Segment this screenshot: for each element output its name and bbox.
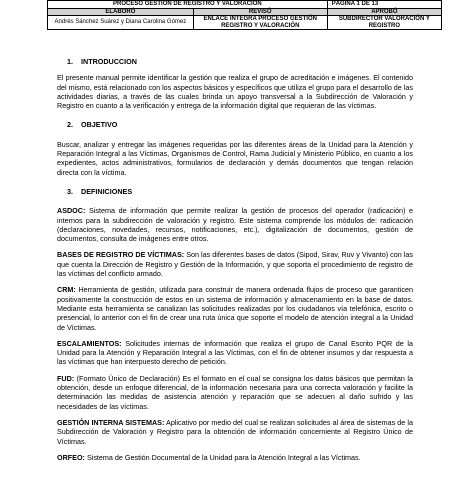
col-reviso — [193, 8, 327, 16]
definition-text: Herramienta de gestión, utilizada para construir de manera ordenada flujos de proceso que garanticen positivamente la construcción de estos en un sistema de información y almacenamiento en la base de datos. Mediante esta herramienta se canalizan las solicitudes realizadas por los ciudadanos vía telefónica, escrito o presencial, lo anterior con el fin de crear una ruta única que soporte el modelo de atención integral a la Unidad de Víctimas. — [57, 285, 413, 332]
aprobo-value: SUBDIRECTOR VALORACIÓN Y REGISTRO — [327, 16, 441, 30]
document-header-table — [47, 0, 442, 30]
elaboro-value: Andrés Sánchez Suárez y Diana Carolina Gómez — [48, 16, 194, 30]
section-heading-introduccion — [57, 57, 413, 66]
page-number: PÁGINA 1 DE 13 — [331, 1, 379, 7]
section-number: 2. — [67, 120, 73, 130]
definition-fud — [57, 374, 413, 411]
process-title: PROCESO GESTIÓN DE REGISTRO Y VALORACIÓN — [113, 1, 262, 7]
definition-asdoc — [57, 206, 413, 243]
col-elaboro — [48, 8, 194, 16]
document-body — [57, 50, 413, 462]
definition-text: Solicitudes internas de información que realiza el grupo de Canal Escrito PQR de la Unidad para la Atención y Reparación Integral a las Víctimas, con el fin de obtener insumos y dar respuesta a las víctimas que han interpuesto derecho de petición. — [57, 338, 413, 367]
definition-term: ESCALAMIENTOS: — [57, 338, 122, 348]
definition-text: Sistema de información que permite realizar la gestión de procesos del operador (radicación) e internos para la subdirección de valoración y registro. Este sistema comprende los módulos de: radicación (declaraciones, novedades, recursos, notificaciones, etc.), digitalización de documentos, gestión de documentos, consulta de imágenes entre otros. — [57, 206, 413, 244]
col-aprobo — [327, 8, 441, 16]
definition-text: (Formato Único de Declaración) Es el formato en el cual se consigna los datos básicos que permitan la obtención, desde un enfoque diferencial, de la información necesaria para una correcta valoración y facilite la determinación las medidas de asistencia atención y reparación que se adecuen al daño sufrido y las necesidades de las víctimas. — [57, 373, 413, 411]
definition-gestion-interna — [57, 418, 413, 446]
section-heading-definiciones — [57, 187, 413, 196]
col-reviso-label: REVISÓ — [248, 8, 272, 15]
definition-escalamientos — [57, 339, 413, 367]
definition-term: CRM: — [57, 285, 76, 295]
reviso-value: ENLACE INTEGRA PROCESO GESTIÓN REGISTRO Y VALORACIÓN — [193, 16, 327, 30]
definition-term: GESTIÓN INTERNA SISTEMAS: — [57, 417, 165, 427]
definition-term: FUD: — [57, 373, 75, 383]
col-aprobo-label: APROBÓ — [371, 8, 398, 15]
section-heading-objetivo — [57, 120, 413, 129]
definition-orfeo — [57, 453, 413, 462]
header-label-row — [48, 8, 442, 16]
section-title: DEFINICIONES — [81, 186, 133, 196]
page-number-cell — [327, 1, 441, 9]
definition-crm — [57, 285, 413, 331]
definition-bases-registro — [57, 250, 413, 278]
definition-term: ORFEO: — [57, 452, 85, 462]
section-number: 1. — [67, 57, 73, 66]
header-value-row — [48, 16, 442, 30]
definition-term: BASES DE REGISTRO DE VÍCTIMAS: — [57, 250, 185, 260]
definition-text: Aplicativo por medio del cual se realizan solicitudes al área de sistemas de la Subdirección de Valoración y Registro para la obtención de información concerniente al Registro Único de Víctimas. — [57, 417, 413, 446]
col-elaboro-label: ELABORÓ — [105, 8, 136, 15]
section-title: OBJETIVO — [81, 120, 118, 130]
objetivo-paragraph: Buscar, analizar y entregar las imágenes requeridas por las diferentes áreas de la Unidad para la Atención y Reparación Integral a las Víctimas, Organismos de Control, Rama Judicial y Ministerio Público, en cuanto a los expedientes, actos administrativos, formularios de declaración y demás documentos que tengan relación directa con la víctima. — [57, 139, 413, 177]
definition-text: Son las diferentes bases de datos (Sipod, Sirav, Ruv y Vivanto) con las que cuenta la Dirección de Registro y Gestión de la Información, y que soporta el procedimiento de registro de las víctimas del conflicto armado. — [57, 250, 413, 279]
section-title: INTRODUCCION — [81, 57, 137, 66]
process-title-cell — [48, 1, 328, 9]
definition-term: ASDOC: — [57, 206, 86, 216]
introduccion-paragraph: El presente manual permite identificar la gestión que realiza el grupo de acreditación e imágenes. El contenido del mismo, está relacionado con los aspectos básicos y específicos que utiliza el grupo para el desarrollo de las actividades diarias, a través de las cuales brinda un apoyo transversal a la Subdirección de Valoración y Registro en cuanto a la verificación y entrega de la información digital que requieran de las víctimas. — [57, 73, 413, 111]
section-number: 3. — [67, 186, 73, 196]
definition-text: Sistema de Gestión Documental de la Unidad para la Atención Integral a las Víctimas. — [84, 452, 361, 462]
